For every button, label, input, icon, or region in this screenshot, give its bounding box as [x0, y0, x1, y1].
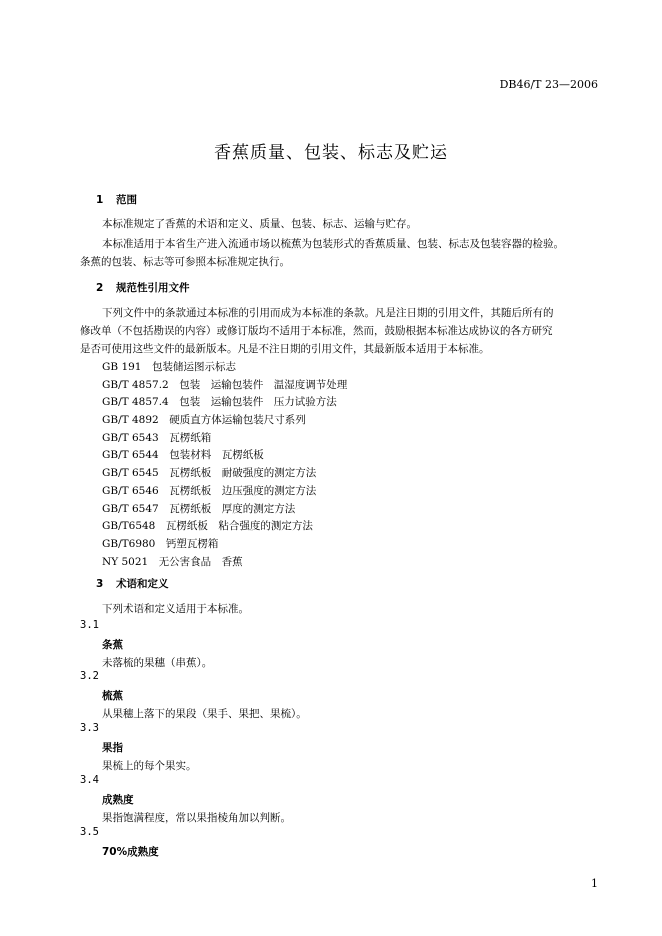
section-2-title: 规范性引用文件	[116, 282, 190, 294]
term-number: 3.1	[80, 619, 99, 631]
reference-item: GB/T6980 钙塑瓦楞箱	[102, 537, 219, 550]
term-number: 3.5	[80, 826, 99, 838]
term-definition: 从果穗上落下的果段（果手、果把、果梳）。	[102, 708, 307, 720]
reference-item: GB/T 4892 硬质直方体运输包装尺寸系列	[102, 414, 306, 427]
term-name: 70%成熟度	[102, 846, 159, 858]
section-1-number: 1	[96, 194, 104, 206]
section-1-heading	[96, 192, 137, 207]
section-3-intro: 下列术语和定义适用于本标准。	[102, 603, 249, 615]
term-number: 3.4	[80, 774, 99, 786]
section-1-para-2a: 本标准适用于本省生产进入流通市场以梳蕉为包装形式的香蕉质量、包装、标志及包装容器的检验。	[102, 238, 564, 250]
reference-item: GB/T 4857.4 包装 运输包装件 压力试验方法	[102, 396, 337, 409]
section-1-para-1: 本标准规定了香蕉的术语和定义、质量、包装、标志、运输与贮存。	[102, 218, 417, 230]
section-2-para-1b: 修改单（不包括勘误的内容）或修订版均不适用于本标准，然而，鼓励根据本标准达成协议的各方研究	[80, 325, 553, 337]
term-name: 果指	[102, 742, 123, 754]
section-2-para-1c: 是否可使用这些文件的最新版本。凡是不注日期的引用文件，其最新版本适用于本标准。	[80, 343, 490, 355]
section-3-title: 术语和定义	[116, 578, 169, 590]
reference-item: GB/T6548 瓦楞纸板 粘合强度的测定方法	[102, 520, 313, 533]
term-definition: 未落梳的果穗（串蕉）。	[102, 657, 213, 669]
reference-item: GB 191 包装储运图示标志	[102, 361, 236, 373]
term-name: 成熟度	[102, 794, 134, 806]
reference-item: GB/T 6543 瓦楞纸箱	[102, 431, 212, 444]
reference-list	[102, 359, 347, 571]
term-name: 条蕉	[102, 639, 123, 651]
document-title: 香蕉质量、包装、标志及贮运	[214, 143, 448, 163]
section-3-heading	[96, 576, 169, 591]
term-number: 3.2	[80, 670, 99, 682]
reference-item: GB/T 6544 包装材料 瓦楞纸板	[102, 449, 264, 462]
reference-item: GB/T 6545 瓦楞纸板 耐破强度的测定方法	[102, 467, 317, 480]
reference-item: GB/T 6547 瓦楞纸板 厚度的测定方法	[102, 502, 296, 515]
reference-item: GB/T 6546 瓦楞纸板 边压强度的测定方法	[102, 484, 317, 497]
section-2-para-1a: 下列文件中的条款通过本标准的引用而成为本标准的条款。凡是注日期的引用文件，其随后所有的	[102, 307, 554, 319]
reference-item: GB/T 4857.2 包装 运输包装件 温湿度调节处理	[102, 378, 348, 391]
term-number: 3.3	[80, 722, 99, 734]
reference-item: NY 5021 无公害食品 香蕉	[102, 555, 243, 568]
term-name: 梳蕉	[102, 690, 123, 702]
term-definition: 果指饱满程度，常以果指棱角加以判断。	[102, 812, 291, 824]
section-1-title: 范围	[116, 194, 137, 206]
header-code: DB46/T 23—2006	[499, 78, 598, 91]
section-2-heading	[96, 280, 190, 295]
page-number: 1	[591, 877, 598, 890]
term-definition: 果梳上的每个果实。	[102, 760, 197, 772]
section-2-number: 2	[96, 282, 104, 294]
section-1-para-2b: 条蕉的包装、标志等可参照本标准规定执行。	[80, 256, 290, 268]
section-3-number: 3	[96, 578, 104, 590]
